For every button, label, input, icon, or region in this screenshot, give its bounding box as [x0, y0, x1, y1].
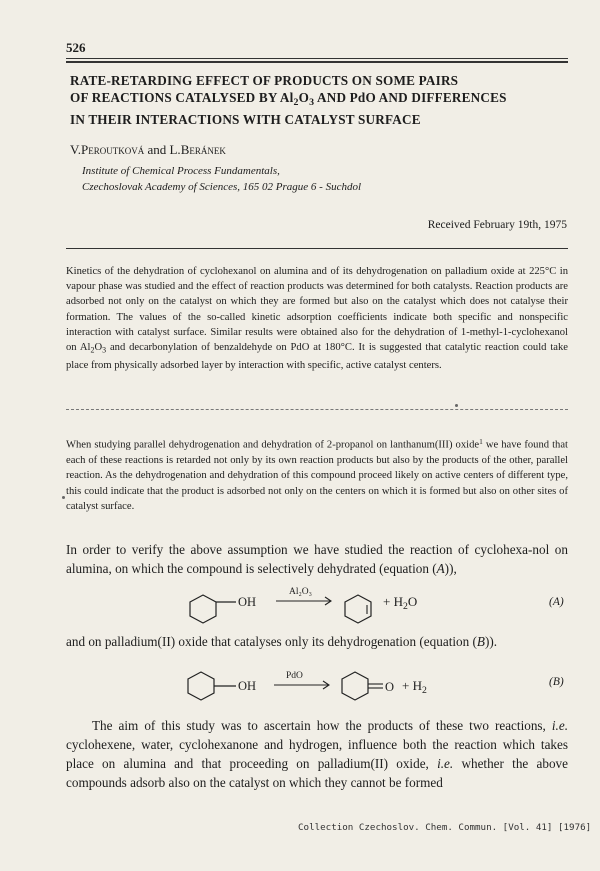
para1-text: In order to verify the above assumption we have studied the reaction of cyclohexa-nol on alumina, on which the compound is selectively dehydrated (equation ( [66, 542, 568, 576]
received-date: Received February 19th, 1975 [427, 219, 567, 231]
para2-text: and on palladium(II) oxide that catalyses only its dehydrogenation (equation ( [66, 634, 477, 649]
title-line-1: RATE-RETARDING EFFECT OF PRODUCTS ON SOME PAIRS [70, 73, 459, 88]
cyclohexane-ring-b-reactant [188, 672, 214, 700]
hydrogen-sub: 2 [421, 684, 427, 696]
author-2-initial: L. [169, 142, 181, 157]
title-line-2-end: AND PdO AND DIFFERENCES [314, 90, 507, 105]
oh-label-b: OH [238, 679, 257, 693]
water-sub: 2 [402, 600, 408, 612]
plus-h-b: + H [402, 678, 422, 693]
intro-paragraph [66, 434, 568, 514]
intro-text-2: we have found that each of these reactions is retarded not only by its own reaction products but also by the products of the other, parallel reaction. As the dehydrogenation and dehydration of this compound proceed likely on active centers of different type, this could indicate that the product is adsorbed not only on the centers on which it is formed but also on other sites of catalyst surface. [66, 439, 568, 512]
equation-b-drawing [0, 664, 600, 714]
header-rule [66, 58, 568, 59]
para1-eq-ref: A [436, 561, 445, 576]
intro-text-1: When studying parallel dehydrogenation and dehydration of 2-propanol on lanthanum(III) oxide [66, 439, 480, 451]
abstract-text-2: and decarbonylation of benzaldehyde on PdO at 180°C. It is suggested that catalytic reaction could take place from physically adsorbed layer by interaction with specific, active catalyst centers. [66, 342, 568, 371]
reference-1: 1 [479, 437, 483, 446]
abstract-sub-2: 3 [102, 345, 107, 355]
scan-speck [455, 404, 458, 407]
title-sub-2: 3 [309, 96, 315, 108]
body-paragraph-1 [66, 540, 568, 578]
page-number: 526 [66, 40, 86, 55]
hydrogen-product [402, 678, 427, 696]
catalyst-label-a: Al₂O₃ [289, 587, 312, 597]
journal-footer: Collection Czechoslov. Chem. Commun. [Vol. 41] [1976] [298, 822, 592, 833]
abstract-top-rule [66, 248, 568, 249]
abstract-bottom-rule [66, 409, 568, 410]
para1-end: )), [444, 561, 457, 576]
cyclohexanone-ring [342, 672, 368, 700]
author-2-surname: Beránek [180, 142, 226, 157]
institution [82, 163, 361, 195]
water-o: O [407, 594, 418, 609]
abstract-o: O [94, 342, 103, 354]
author-1-surname: Peroutková [80, 142, 145, 157]
plus-h: + H [383, 594, 403, 609]
para3-text-3: whether the above compounds adsorb also on the catalyst on which they cannot be formed [66, 756, 568, 790]
authors-and: and [144, 142, 170, 157]
author-1-initial: V. [70, 142, 81, 157]
institution-line-1: Institute of Chemical Process Fundamentals, [82, 165, 280, 177]
para3-ie-1: i.e. [551, 718, 568, 733]
abstract-text-1: Kinetics of the dehydration of cyclohexanol on alumina and of its dehydrogenation on palladium oxide at 225°C in vapour phase was studied and the effect of reaction products was determined for both catalysts. Reaction products are adsorbed not only on the catalyst on which they are formed but also on the catalyst which does not catalyse their formation. The values of the so-called kinetic adsorption coefficients indicate both specific and nonspecific interaction with catalyst surface. Similar results were obtained also for the dehydration of 1-methyl-1-cyclohexanol on Al [66, 266, 568, 354]
para2-eq-ref: B [476, 634, 485, 649]
title-line-2: OF REACTIONS CATALYSED BY Al [70, 90, 294, 105]
article-title [70, 72, 565, 128]
title-sub-1: 2 [293, 96, 299, 108]
title-line-3: IN THEIR INTERACTIONS WITH CATALYST SURFACE [70, 111, 421, 127]
oh-label: OH [238, 595, 257, 609]
para3-ie-2: i.e. [437, 756, 454, 771]
para2-end: )). [484, 634, 498, 649]
abstract [66, 264, 568, 373]
institution-line-2: Czechoslovak Academy of Sciences, 165 02 Prague 6 - Suchdol [82, 181, 362, 193]
header-rule-thick [66, 61, 568, 63]
water-product [383, 594, 417, 612]
catalyst-label-b: PdO [286, 671, 303, 681]
authors [70, 142, 226, 158]
scan-speck [62, 496, 65, 499]
cyclohexane-ring-a-reactant [190, 595, 216, 623]
body-paragraph-3 [66, 716, 568, 792]
equation-b [0, 664, 600, 714]
para3-text-2: cyclohexene, water, cyclohexanone and hydrogen, influence both the reaction which takes place on alumina and that proceeding on palladium(II) oxide, [66, 737, 568, 771]
equation-a-label: (A) [549, 596, 564, 608]
title-o: O [298, 90, 310, 105]
abstract-sub-1: 2 [90, 345, 95, 355]
equation-a-drawing [0, 584, 600, 634]
body-paragraph-2 [66, 632, 568, 651]
equation-a [0, 584, 600, 634]
carbonyl-o: O [385, 680, 395, 694]
para3-text-1: The aim of this study was to ascertain how the products of these two reactions, [92, 718, 552, 733]
equation-b-label: (B) [549, 676, 564, 688]
